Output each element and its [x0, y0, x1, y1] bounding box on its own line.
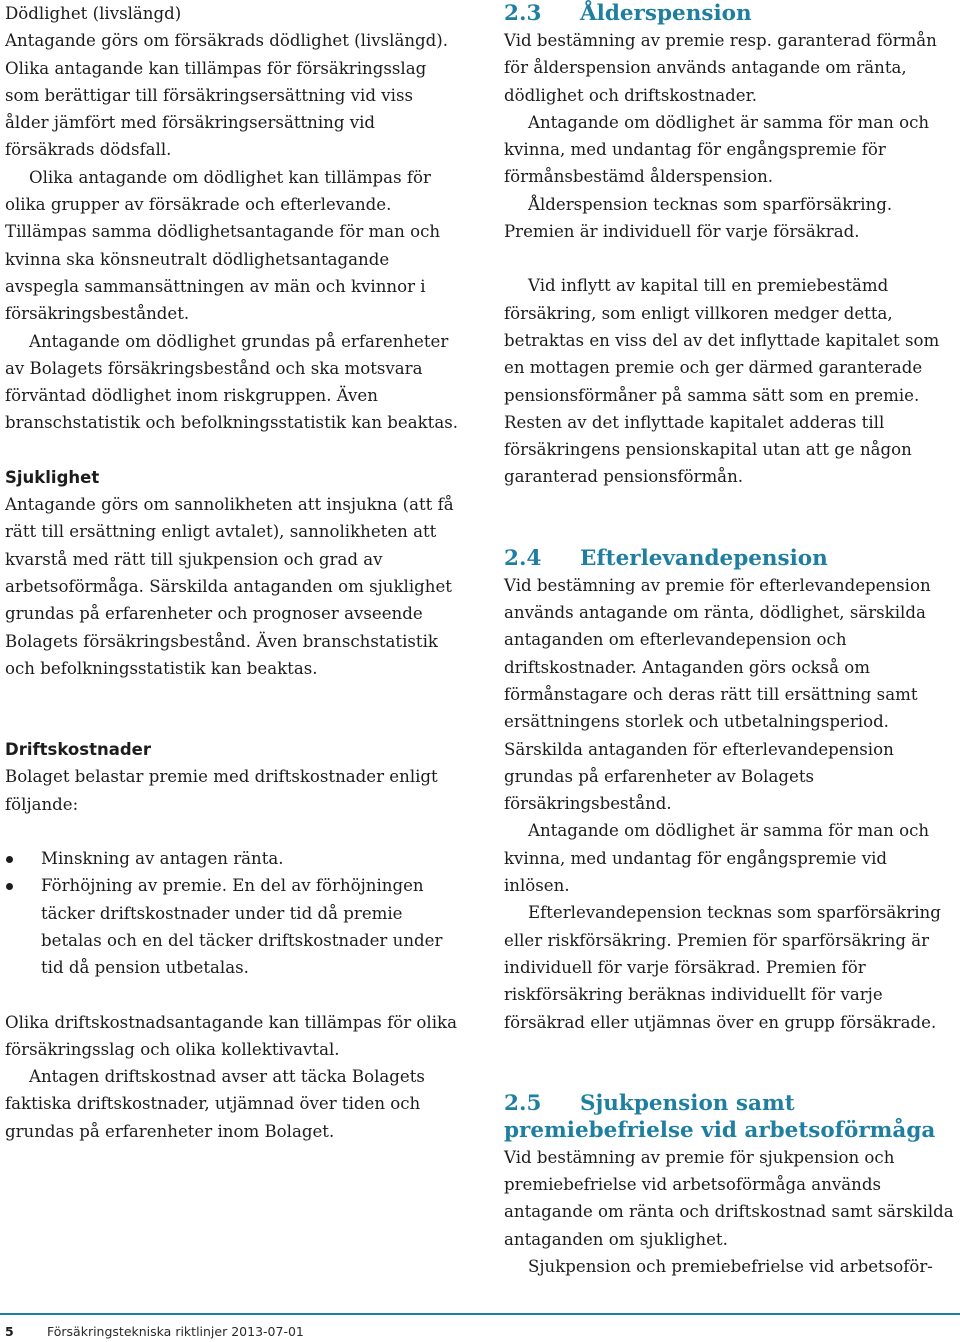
s25-paragraph-1: Vid bestämning av premie för sjukpension och premiebefrielse vid arbetsoförmåga används antagande om ränta och driftskostnad samt särskilda antaganden om sjuklighet. [504, 1147, 954, 1249]
section-number: 2.4 [504, 545, 542, 571]
section-2-4-heading [504, 545, 956, 572]
section-title: Efterlevandepension [580, 545, 828, 571]
section-title: Ålderspension [580, 1, 752, 26]
bullet-text: Förhöjning av premie. En del av förhöjningen täcker driftskostnader under tid då premie betalas och en del täcker driftskostnader under tid då pension utbetalas. [41, 876, 443, 978]
s23-paragraph-1: Vid bestämning av premie resp. garanterad förmån för ålderspension används antagande om ränta, dödlighet och driftskostnader. [504, 31, 937, 105]
costs-paragraph-2: Olika driftskostnadsantagande kan tillämpas för olika försäkringsslag och olika kollektivavtal. [5, 1012, 457, 1059]
morbidity-heading: Sjuklighet [5, 467, 100, 487]
s24-paragraph-3: Efterlevandepension tecknas som sparförsäkring eller riskförsäkring. Premien för sparförsäkring är individuell för varje försäkrad. Premien för riskförsäkring beräknas individuellt för varje försäkrad eller utjämnas över en grupp försäkrade. [504, 903, 941, 1032]
mortality-paragraph-1: Antagande görs om försäkrads dödlighet (livslängd). Olika antagande kan tillämpas för försäkringsslag som berättigar till försäkringsersättning vid viss ålder jämfört med försäkringsersättning vid försäkrads dödsfall. [5, 31, 449, 160]
mortality-heading [5, 0, 460, 27]
s23-paragraph-4: Vid inflytt av kapital till en premiebestämd försäkring, som enligt villkoren medger detta, betraktas en viss del av det inflyttade kapitalet som en mottagen premie och ger därmed garanterade pensionsförmåner på samma sätt som en premie. Resten av det inflyttade kapitalet adderas till försäkringens pensionskapital utan att ge någon garanterad pensionsförmån. [504, 276, 940, 487]
section-number: 2.5 [504, 1090, 542, 1116]
bullet-icon [6, 883, 13, 890]
section-title: Sjukpension samt premiebefrielse vid arbetsoförmåga [504, 1090, 936, 1143]
bullet-text: Minskning av antagen ränta. [41, 849, 284, 869]
page-footer [5, 1324, 304, 1340]
costs-bullet-list [5, 845, 460, 981]
document-title: Försäkringstekniska riktlinjer 2013-07-01 [47, 1324, 304, 1339]
mortality-paragraph-2: Olika antagande om dödlighet kan tillämpas för olika grupper av försäkrade och efterlevande. Tillämpas samma dödlighetsantagande för man och kvinna ska könsneutralt dödlighetsantagande avspegla sammansättningen av män och kvinnor i försäkringsbeståndet. [5, 167, 441, 324]
bullet-icon [6, 856, 13, 863]
morbidity-paragraph: Antagande görs om sannolikheten att insjukna (att få rätt till ersättning enligt avtalet), sannolikheten att kvarstå med rätt till sjukpension och grad av arbetsoförmåga. Särskilda antaganden om sjuklighet grundas på erfarenheter och prognoser avseende Bolagets försäkringsbestånd. Även branschstatistik och befolkningsstatistik kan beaktas. [5, 495, 454, 678]
mortality-paragraph-3: Antagande om dödlighet grundas på erfarenheter av Bolagets försäkringsbestånd och ska motsvara förväntad dödlighet inom riskgruppen. Även branschstatistik och befolkningsstatistik kan beaktas. [5, 331, 459, 433]
s24-paragraph-2: Antagande om dödlighet är samma för man och kvinna, med undantag för engångspremie vid inlösen. [504, 821, 930, 896]
section-2-3-heading [504, 0, 956, 27]
section-number: 2.3 [504, 1, 542, 26]
footer-divider [0, 1313, 960, 1315]
mortality-heading-main: Dödlighet [5, 4, 88, 23]
mortality-heading-suffix: (livslängd) [87, 4, 182, 23]
left-column [5, 0, 460, 1145]
costs-heading: Driftskostnader [5, 740, 151, 760]
right-column [504, 0, 956, 1280]
s25-paragraph-2: Sjukpension och premiebefrielse vid arbetsoför- [528, 1256, 933, 1276]
s24-paragraph-1: Vid bestämning av premie för efterlevandepension används antagande om ränta, dödlighet, särskilda antaganden om efterlevandepension och driftskostnader. Antaganden görs också om förmånstagare och deras rätt till ersättning samt ersättningens storlek och utbetalningsperiod. Särskilda antaganden för efterlevandepension grundas på erfarenheter av Bolagets försäkringsbestånd. [504, 575, 931, 814]
page-number: 5 [5, 1324, 14, 1339]
s23-paragraph-2: Antagande om dödlighet är samma för man och kvinna, med undantag för engångspremie för förmånsbestämd ålderspension. [504, 112, 930, 187]
costs-paragraph-1: Bolaget belastar premie med driftskostnader enligt följande: [5, 767, 438, 814]
list-item [5, 845, 460, 872]
costs-paragraph-3: Antagen driftskostnad avser att täcka Bolagets faktiska driftskostnader, utjämnad över tiden och grundas på erfarenheter inom Bolaget. [5, 1067, 425, 1141]
section-2-5-heading [504, 1090, 956, 1144]
list-item [5, 872, 460, 981]
s23-paragraph-3: Ålderspension tecknas som sparförsäkring. Premien är individuell för varje försäkrad. [504, 194, 893, 242]
